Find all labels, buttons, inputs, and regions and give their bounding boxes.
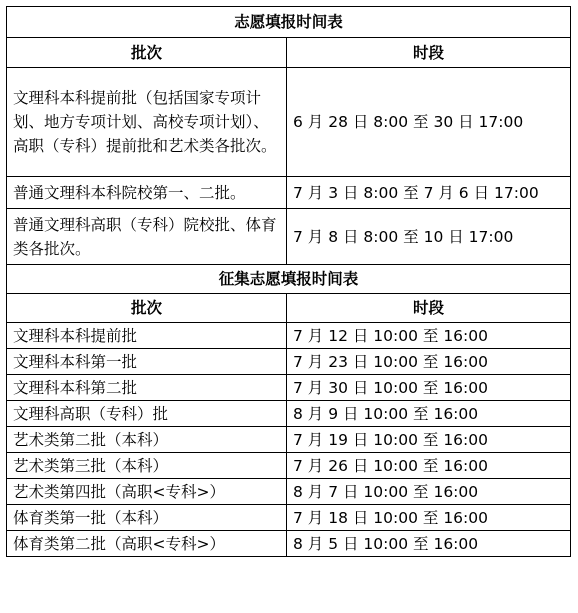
table-row [7, 531, 571, 557]
time-cell: 8 月 7 日 10:00 至 16:00 [287, 479, 571, 505]
table-row [7, 177, 571, 209]
batch-cell: 艺术类第四批（高职<专科>） [7, 479, 287, 505]
table2-header-time: 时段 [287, 294, 571, 323]
table-row [7, 323, 571, 349]
batch-cell: 艺术类第二批（本科） [7, 427, 287, 453]
batch-cell: 体育类第一批（本科） [7, 505, 287, 531]
time-cell: 7 月 12 日 10:00 至 16:00 [287, 323, 571, 349]
table-row [7, 427, 571, 453]
batch-cell: 文理科本科提前批 [7, 323, 287, 349]
schedule-table [6, 6, 571, 557]
table1-header-time: 时段 [287, 38, 571, 68]
batch-cell: 文理科本科第一批 [7, 349, 287, 375]
table2-title: 征集志愿填报时间表 [7, 265, 571, 294]
batch-cell: 体育类第二批（高职<专科>） [7, 531, 287, 557]
time-cell: 8 月 9 日 10:00 至 16:00 [287, 401, 571, 427]
batch-cell: 普通文理科高职（专科）院校批、体育类各批次。 [7, 209, 287, 265]
table2-title-row [7, 265, 571, 294]
table2-header-row [7, 294, 571, 323]
batch-cell: 文理科高职（专科）批 [7, 401, 287, 427]
time-cell: 7 月 3 日 8:00 至 7 月 6 日 17:00 [287, 177, 571, 209]
table-row [7, 349, 571, 375]
table-row [7, 401, 571, 427]
table1-title-row [7, 7, 571, 38]
table-row [7, 479, 571, 505]
time-cell: 7 月 23 日 10:00 至 16:00 [287, 349, 571, 375]
batch-cell: 文理科本科提前批（包括国家专项计划、地方专项计划、高校专项计划）、高职（专科）提前批和艺术类各批次。 [7, 68, 287, 177]
table2-header-batch: 批次 [7, 294, 287, 323]
time-cell: 8 月 5 日 10:00 至 16:00 [287, 531, 571, 557]
time-cell: 7 月 18 日 10:00 至 16:00 [287, 505, 571, 531]
table-row [7, 375, 571, 401]
table1-header-batch: 批次 [7, 38, 287, 68]
time-cell: 7 月 19 日 10:00 至 16:00 [287, 427, 571, 453]
time-cell: 7 月 8 日 8:00 至 10 日 17:00 [287, 209, 571, 265]
table-row [7, 453, 571, 479]
batch-cell: 文理科本科第二批 [7, 375, 287, 401]
batch-cell: 艺术类第三批（本科） [7, 453, 287, 479]
time-cell: 7 月 26 日 10:00 至 16:00 [287, 453, 571, 479]
table-row [7, 505, 571, 531]
time-cell: 6 月 28 日 8:00 至 30 日 17:00 [287, 68, 571, 177]
table-row [7, 68, 571, 177]
table1-title: 志愿填报时间表 [7, 7, 571, 38]
table-row [7, 209, 571, 265]
batch-cell: 普通文理科本科院校第一、二批。 [7, 177, 287, 209]
table1-header-row [7, 38, 571, 68]
time-cell: 7 月 30 日 10:00 至 16:00 [287, 375, 571, 401]
